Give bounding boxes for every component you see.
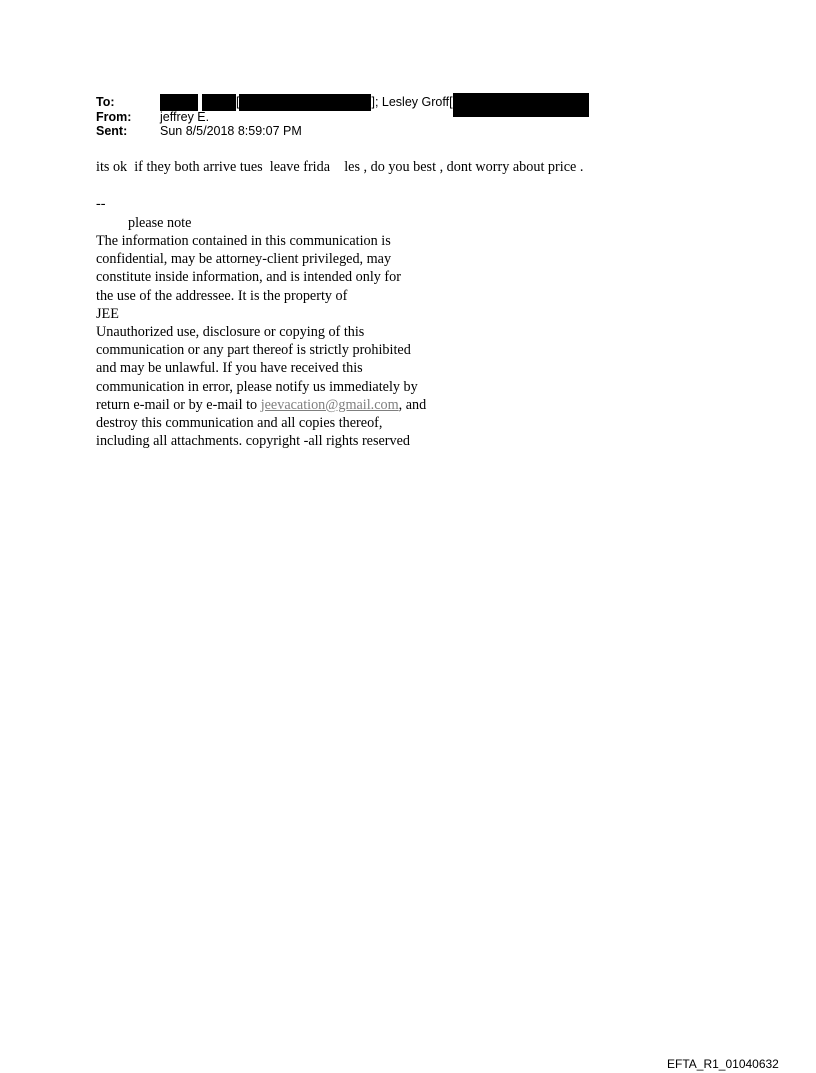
redaction-block bbox=[160, 94, 198, 111]
document-id: EFTA_R1_01040632 bbox=[667, 1057, 779, 1071]
email-header bbox=[96, 95, 589, 139]
redaction-block bbox=[453, 93, 589, 117]
disclaimer bbox=[96, 232, 426, 450]
disclaimer-line: The information contained in this communication is bbox=[96, 233, 391, 249]
disclaimer-line: the use of the addressee. It is the property of bbox=[96, 287, 348, 304]
disclaimer-line: destroy this communication and all copies thereof, bbox=[96, 415, 383, 432]
signature-separator: -- bbox=[96, 196, 106, 212]
redaction-block bbox=[239, 94, 371, 111]
disclaimer-line: JEE bbox=[96, 305, 119, 322]
disclaimer-line: including all attachments. copyright -all rights reserved bbox=[96, 433, 411, 450]
to-recipient-separator: ]; Lesley Groff[ bbox=[371, 95, 453, 109]
disclaimer-line: confidential, may be attorney-client privileged, may bbox=[96, 251, 392, 268]
from-label: From: bbox=[96, 109, 132, 124]
disclaimer-line: communication or any part thereof is strictly prohibited bbox=[96, 342, 411, 359]
disclaimer-line: communication in error, please notify us immediately by bbox=[96, 378, 418, 395]
email-line-prefix: return e-mail or by e-mail to bbox=[96, 396, 261, 413]
note-title: please note bbox=[128, 215, 192, 231]
email-link[interactable]: jeevacation@gmail.com bbox=[260, 396, 399, 413]
sent-label: Sent: bbox=[96, 124, 128, 138]
sent-value: Sun 8/5/2018 8:59:07 PM bbox=[160, 124, 302, 138]
from-value: jeffrey E. bbox=[160, 109, 210, 124]
sent-row bbox=[96, 124, 589, 139]
to-label: To: bbox=[96, 95, 115, 109]
disclaimer-line: and may be unlawful. If you have received this bbox=[96, 360, 363, 377]
to-row bbox=[96, 95, 589, 110]
to-bracket-open: [ bbox=[236, 95, 240, 109]
disclaimer-email-line bbox=[96, 396, 426, 414]
message-body: its ok if they both arrive tues leave frida les , do you best , dont worry about price . bbox=[96, 159, 584, 175]
disclaimer-line: Unauthorized use, disclosure or copying of this bbox=[96, 324, 365, 341]
disclaimer-line: constitute inside information, and is intended only for bbox=[96, 269, 401, 286]
email-line-suffix: , and bbox=[398, 396, 427, 413]
redaction-block bbox=[202, 94, 236, 111]
